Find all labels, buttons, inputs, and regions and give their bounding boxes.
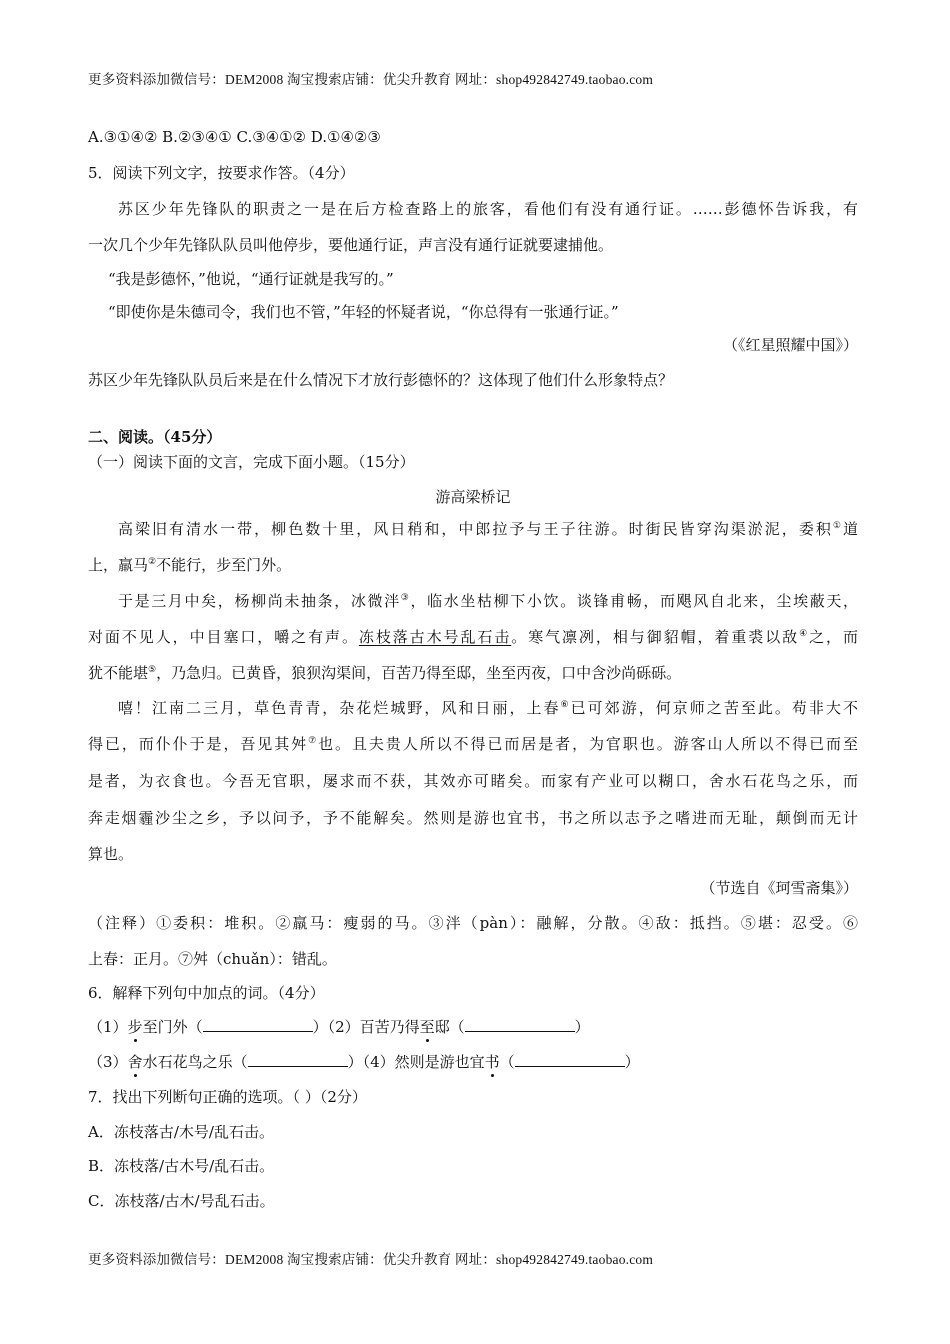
q5-passage-line: “即使你是朱德司令，我们也不管，”年轻的怀疑者说，“你总得有一张通行证。”: [108, 303, 619, 321]
article-line: 奔走烟霾沙尘之乡，予以问予，予不能解矣。然则是游也宜书，书之所以志予之嗜进而无耻，颠倒而无计: [88, 809, 858, 827]
q5-passage-line: 一次几个少年先锋队队员叫他停步，要他通行证，声言没有通行证就要逮捕他。: [88, 236, 614, 254]
article-line: 对面不见人，中目塞口，嚼之有声。冻枝落古木号乱石击。寒气凛冽，相与御貂帽，着重裘以敌④之，而: [88, 628, 858, 646]
article-title: 游高梁桥记: [435, 488, 511, 506]
q7-option-b: B．冻枝落/古木号/乱石击。: [88, 1157, 275, 1175]
dotted-word: 书: [484, 1053, 500, 1071]
answer-blank[interactable]: [203, 1016, 313, 1032]
article-line: 算也。: [88, 845, 134, 863]
q5-passage-line: “我是彭德怀，”他说，“通行证就是我写的。”: [108, 270, 394, 288]
section-2-subtitle: （一）阅读下面的文言，完成下面小题。（15分）: [88, 453, 415, 471]
article-line: 是者，为衣食也。今吾无官职，屡求而不获，其效亦可睹矣。而家有产业可以糊口，舍水石花鸟之乐，而: [88, 772, 858, 790]
notes-line: （注释）①委积：堆积。②羸马：瘦弱的马。③泮（pàn）：融解，分散。④敌：抵挡。⑤堪：忍受。⑥: [88, 914, 858, 932]
article-line: 嘻！江南二三月，草色青青，杂花烂城野，风和日丽，上春⑥已可郊游，何京师之苦至此。苟非大不: [118, 699, 858, 717]
article-source: （节选自《珂雪斋集》）: [700, 879, 858, 897]
article-line: 犹不能堪⑤，乃急归。已黄昏，狼狈沟渠间，百苦乃得至邸，坐至丙夜，口中含沙尚砾砾。: [88, 664, 682, 682]
dotted-word: 步: [127, 1018, 143, 1036]
section-2-title: 二、阅读。（45分）: [88, 428, 222, 446]
article-line: 得已，而仆仆于是，吾见其舛⑦也。且夫贵人所以不得已而居是者，为官职也。游客山人所以不得已而至: [88, 735, 858, 753]
page-footer: 更多资料添加微信号：DEM2008 淘宝搜索店铺：优尖升教育 网址：shop492842749.taobao.com: [88, 1252, 654, 1267]
dotted-word: 至: [419, 1018, 435, 1036]
q4-options: A.③①④② B.②③④① C.③④①② D.①④②③: [88, 128, 381, 146]
underlined-sentence: 冻枝落古木号乱石击: [358, 628, 512, 646]
q5-passage-line: 苏区少年先锋队的职责之一是在后方检查路上的旅客，看他们有没有通行证。……彭德怀告诉我，有: [118, 200, 858, 218]
q5-question: 苏区少年先锋队队员后来是在什么情况下才放行彭德怀的？这体现了他们什么形象特点？: [88, 371, 674, 389]
answer-blank[interactable]: [515, 1051, 625, 1067]
q7-option-a: A．冻枝落古/木号/乱石击。: [88, 1123, 274, 1141]
article-line: 于是三月中矣，杨柳尚未抽条，冰微泮③，临水坐枯柳下小饮。谈锋甫畅，而飓风自北来，尘埃蔽天，: [118, 592, 858, 610]
answer-blank[interactable]: [465, 1016, 575, 1032]
article-line: 高梁旧有清水一带，柳色数十里，风日稍和，中郎拉予与王子往游。时街民皆穿沟渠淤泥，委积①道: [118, 520, 858, 538]
q6-row: （3）舍水石花鸟之乐（ ）（4）然则是游也宜书（ ）: [88, 1053, 640, 1071]
q6-title: 6．解释下列句中加点的词。（4分）: [88, 984, 325, 1002]
page-header: 更多资料添加微信号：DEM2008 淘宝搜索店铺：优尖升教育 网址：shop492842749.taobao.com: [88, 72, 654, 87]
notes-line: 上春：正月。⑦舛（chuǎn）：错乱。: [88, 950, 337, 968]
dotted-word: 舍: [127, 1053, 143, 1071]
answer-blank[interactable]: [248, 1051, 348, 1067]
q7-option-c: C．冻枝落/古木/号乱石击。: [88, 1192, 275, 1210]
article-line: 上，羸马②不能行，步至门外。: [88, 556, 292, 574]
q6-row: （1）步至门外（ ）（2）百苦乃得至邸（ ）: [88, 1018, 590, 1036]
q7-title: 7．找出下列断句正确的选项。（ ）（2分）: [88, 1088, 367, 1106]
q5-title: 5．阅读下列文字，按要求作答。（4分）: [88, 164, 355, 182]
q5-source: （《红星照耀中国》）: [722, 336, 858, 354]
